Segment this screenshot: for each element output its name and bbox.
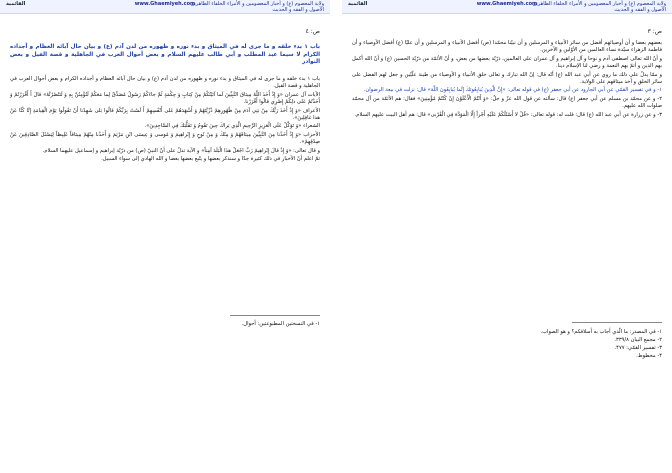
paragraph: باب ۱ بدء خلقه و ما جرى له في الميثاق و بدء نوره و ظهوره من لدن آدم (ع) و بيان حال آبائه العظام و أجداده الكرام و بعض أحوال العرب في الجاهلية و قصة الفيل. xyxy=(10,76,321,90)
left-page xyxy=(0,0,330,473)
footnotes xyxy=(352,328,662,360)
paragraph: و ممّا يدلّ على ذلك ما روي عن أبي عبد الله (ع) أنّه قال: إنّ الله تبارك و تعالى خلق الأنبياء و الأوصياء من طينة علّيّين و جعل لهم الفضل على سائر الخلق و أخذ ميثاقهم على الولاية. xyxy=(352,71,662,86)
paragraph: ٣- و عن زرارة عن أبي عبد الله (ع) قال: قلت له: قوله تعالى: «قُلْ لا أَسْئَلُكُمْ عَلَيْهِ أَجْراً إِلَّا الْمَوَدَّةَ فِي الْقُرْبى» قال: هم أهل البيت عليهم السلام. xyxy=(354,111,662,118)
paragraph: الأحزاب «وَ إِذْ أَخَذْنا مِنَ النَّبِيِّينَ مِيثاقَهُمْ وَ مِنْكَ وَ مِنْ نُوحٍ وَ إِبْراهِيمَ وَ مُوسى وَ عِيسَى ابْنِ مَرْيَمَ وَ أَخَذْنا مِنْهُمْ مِيثاقاً غَلِيظاً لِيَسْئَلَ الصَّادِقِينَ عَنْ صِدْقِهِمْ». xyxy=(10,131,320,146)
site-logo: القائمية xyxy=(6,1,26,7)
paragraph: الآيات آل عمران «وَ إِذْ أَخَذَ اللَّهُ مِيثاقَ النَّبِيِّينَ لَما آتَيْتُكُمْ مِنْ كِتابٍ وَ حِكْمَةٍ ثُمَّ جاءَكُمْ رَسُولٌ مُصَدِّقٌ لِما مَعَكُمْ لَتُؤْمِنُنَّ بِهِ وَ لَتَنْصُرُنَّهُ» قالَ أَ أَقْرَرْتُمْ وَ أَخَذْتُمْ عَلى ذلِكُمْ إِصْرِي قالُوا أَقْرَرْنا. xyxy=(10,91,320,106)
chapter-heading: باب ۱ بدء خلقه و ما جرى له في الميثاق و بدء نوره و ظهوره من لدن آدم (ع) و بيان حال آبائه العظام و أجداده الكرام لا سيما عبد المطلب و أبي طالب عليهم السلام و بعض أحوال العرب في الجاهلية و قصة الفيل و بعض النوادر xyxy=(10,44,320,66)
paragraph: و قال تعالى: «وَ إِذْ قالَ إِبْراهِيمُ رَبِّ اجْعَلْ هذَا الْبَلَدَ آمِناً» و الآية تدلّ على أنّ النبيّ (ص) من ذرّيّة إبراهيم و إسماعيل عليهما السلام. xyxy=(42,147,320,154)
site-url[interactable]: www.Ghaemiyeh.com xyxy=(134,1,196,7)
page-body xyxy=(10,76,320,164)
footnote: ۴- مخطوط. xyxy=(636,353,662,359)
paragraph: ۲- و عن محمّد بن مسلم عن أبي جعفر (ع) قال: سألته عن قول الله عزّ و جلّ: «وَ أَنْتُمُ الْأَعْلَوْنَ إِنْ كُنْتُمْ مُؤْمِنِينَ» فقال: هم الأئمّة من آل محمّد صلوات الله عليهم. xyxy=(352,95,662,110)
page-number: ص: ٤ xyxy=(305,28,320,35)
footnote: ۳- تفسير القمّي: ۴۷۷. xyxy=(614,345,662,351)
right-page xyxy=(342,0,672,473)
footnote-separator xyxy=(572,322,662,323)
page-body xyxy=(352,40,662,120)
paragraph: الأعراف «وَ إِذْ أَخَذَ رَبُّكَ مِنْ بَنِي آدَمَ مِنْ ظُهُورِهِمْ ذُرِّيَّتَهُمْ وَ أَشْهَدَهُمْ عَلى أَنْفُسِهِمْ أَ لَسْتُ بِرَبِّكُمْ قالُوا بَلى شَهِدْنا أَنْ تَقُولُوا يَوْمَ الْقِيامَةِ إِنَّا كُنَّا عَنْ هذا غافِلِينَ». xyxy=(10,107,320,122)
page-header xyxy=(342,0,672,14)
header-title: ولایة المعصوم (ع) و أخبار المعصومين و الأمراء الخلفاء الظاهرين xyxy=(190,1,324,7)
header-title: ولایة المعصوم (ع) و أخبار المعصومين و الأمراء الخلفاء الظاهرين xyxy=(532,1,666,7)
footnote: ۱- في المصدر: ما الّذي أجاب به أسلافكم؟ و هو الصواب. xyxy=(540,329,662,335)
footnote-separator xyxy=(230,315,320,316)
header-subtitle: الأصول و الفقه و الحديث xyxy=(614,7,666,13)
page-header xyxy=(0,0,330,14)
site-url[interactable]: www.Ghaemiyeh.com xyxy=(476,1,538,7)
paragraph: ثمّ اعلم أنّ الأخبار في ذلك كثيرة جدّا و سنذكر بعضها و يتّبع بعضها بعضا و الله الهادي إلى سواء السبيل. xyxy=(101,156,320,163)
page-number: ص: ٣ xyxy=(647,28,662,35)
footnote: ۱- في النسختين المطبوعتين: أحوال. xyxy=(241,321,320,327)
paragraph: و أنّ الله تعالى اصطفى آدم و نوحا و آل إبراهيم و آل عمران على العالمين، ذرّيّة بعضها من بعض، و أنّ الأئمّة من ذرّيّة الحسين (ع) و أنّ الله أكمل بهم الدين و أتمّ بهم النعمة و رضي لنا الإسلام دينا. xyxy=(352,55,662,70)
page-gutter xyxy=(332,0,340,473)
paragraph: الشعراء «وَ تَوَكَّلْ عَلَى الْعَزِيزِ الرَّحِيمِ الَّذِي يَراكَ حِينَ تَقُومُ وَ تَقَلُّبَكَ فِي السَّاجِدِينَ». xyxy=(144,123,320,130)
footnotes xyxy=(10,320,320,328)
header-subtitle: الأصول و الفقه و الحديث xyxy=(272,7,324,13)
paragraph: ۱- و في تفسير القمّي عن أبي الجارود عن أبي جعفر (ع) في قوله تعالى: «إِنَّ الَّذِينَ يُبايِعُونَكَ إِنَّما يُبايِعُونَ اللَّهَ» قال: نزلت في بيعة الرضوان. xyxy=(363,87,662,94)
footnote: ۲- مجمع البيان ۳۳۹/۸. xyxy=(614,337,662,343)
paragraph: بعضهم بعضا و أن أوصيائهم أفضل من سائر الأنبياء و المرسلين و أن نبيّنا محمّدا (ص) أفضل الأنبياء و المرسلين و أن عليّا (ع) أفضل الأوصياء و أن فاطمة الزهراء سيّدة نساء العالمين من الأوّلين و الآخرين. xyxy=(352,40,662,54)
site-logo: القائمية xyxy=(348,1,368,7)
